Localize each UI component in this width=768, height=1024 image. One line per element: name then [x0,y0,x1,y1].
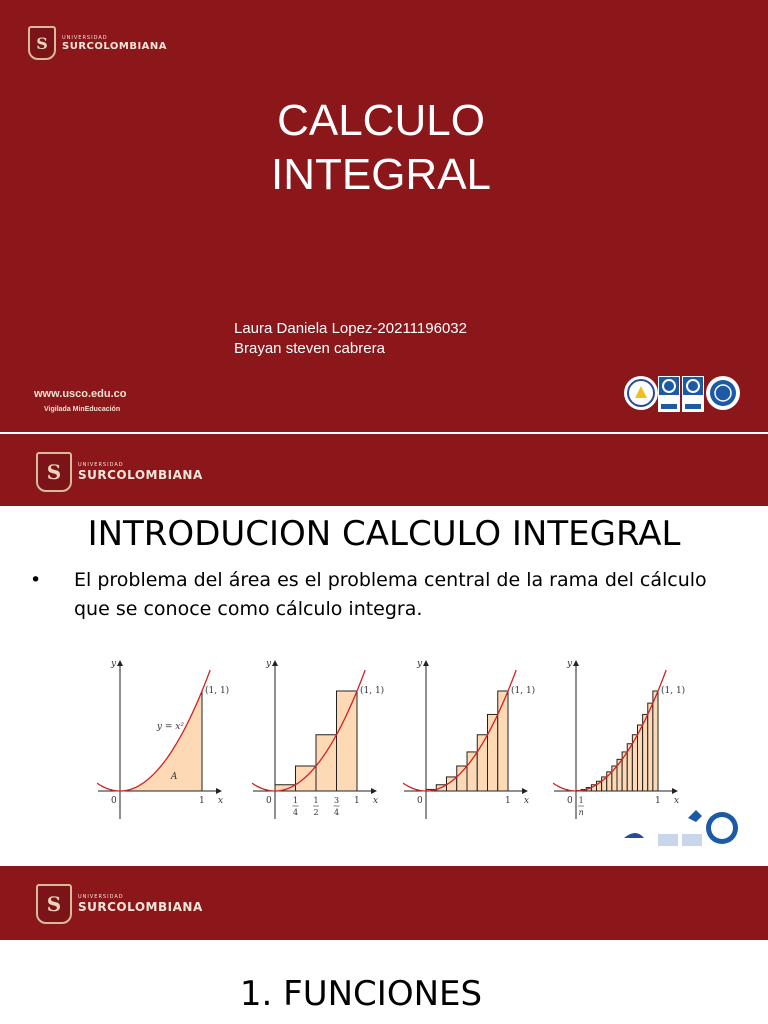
university-name: SURCOLOMBIANA [78,900,203,914]
axis-label-x: x [524,796,530,806]
point-label: (1, 1) [511,686,536,696]
axis-label-y: y [266,659,272,669]
tick-label: 1 [354,796,360,806]
riemann-sum-figure [92,648,688,833]
area-region [120,691,202,791]
axis-arrow-icon [216,788,222,794]
point-label: (1, 1) [661,686,686,696]
tick-label: 1 [199,796,205,806]
vigilada-label: Vigilada MinEducación [44,406,121,413]
university-name: SURCOLOMBIANA [62,40,168,52]
colombia-seal-icon [624,833,644,838]
approx-rectangle [653,691,658,791]
tick-denominator: n [578,808,584,817]
axis-label-y: y [417,659,423,669]
tick-numerator: 1 [578,796,584,805]
header-band [0,866,768,940]
approx-rectangle [498,691,508,791]
website-url: www.usco.edu.co [34,388,127,400]
point-label: (1, 1) [360,686,385,696]
iqnet-icon [706,376,740,410]
tick-denominator: 4 [293,808,299,817]
tick-label: 1 [505,796,511,806]
authors-block [234,319,467,359]
axis-label-y: y [567,659,573,669]
icontec-icon [658,376,680,412]
bullet-symbol: • [30,569,42,591]
approx-rectangle [337,691,358,791]
axis-label-y: y [111,659,117,669]
university-logo [36,884,203,924]
origin-label: 0 [266,796,272,806]
axis-label-x: x [218,796,224,806]
page-title: CALCULO INTEGRAL [270,96,492,199]
title-slide [0,0,768,432]
axis-arrow-icon [573,660,579,666]
author-line: Brayan steven cabrera [234,340,385,357]
slide-title: INTRODUCION CALCULO INTEGRAL [87,514,681,554]
colombia-seal-icon [624,376,658,410]
axis-arrow-icon [371,788,377,794]
crest-icon: S [28,26,56,60]
axis-arrow-icon [672,788,678,794]
axis-arrow-icon [522,788,528,794]
certification-logos [622,806,742,848]
origin-label: 0 [417,796,423,806]
axis-label-x: x [373,796,379,806]
icontec-icon [658,834,678,846]
axis-arrow-icon [117,660,123,666]
check-icon [688,810,702,822]
icontec-icon [682,834,702,846]
author-line: Laura Daniela Lopez-20211196032 [234,320,467,337]
approx-rectangle [643,714,648,791]
university-small-label: UNIVERSIDAD [62,34,108,41]
slide-title: 1. FUNCIONES [239,974,483,1014]
university-logo [36,452,203,492]
crest-icon: S [36,452,72,492]
bullet-text: El problema del área es el problema central de la rama del cálculo que se conoce como cálculo integra. [74,569,707,620]
area-label: A [170,772,178,782]
approx-rectangle [638,725,643,791]
tick-denominator: 4 [334,808,340,817]
approx-rectangle [467,752,477,791]
origin-label: 0 [111,796,117,806]
approx-rectangle [457,766,467,791]
tick-label: 1 [655,796,661,806]
axis-label-x: x [674,796,680,806]
university-small-label: UNIVERSIDAD [78,462,124,468]
curve-label: y = x² [156,722,184,732]
approx-rectangle [648,703,653,791]
university-small-label: UNIVERSIDAD [78,894,124,900]
icontec-icon [682,376,704,412]
university-logo [28,26,167,60]
origin-label: 0 [567,796,573,806]
crest-icon: S [36,884,72,924]
axis-arrow-icon [423,660,429,666]
tick-denominator: 2 [313,808,319,817]
tick-numerator: 1 [313,796,319,805]
axis-arrow-icon [272,660,278,666]
tick-numerator: 1 [293,796,299,805]
point-label: (1, 1) [205,686,230,696]
university-name: SURCOLOMBIANA [78,468,203,482]
header-band [0,434,768,506]
tick-numerator: 3 [334,796,340,805]
